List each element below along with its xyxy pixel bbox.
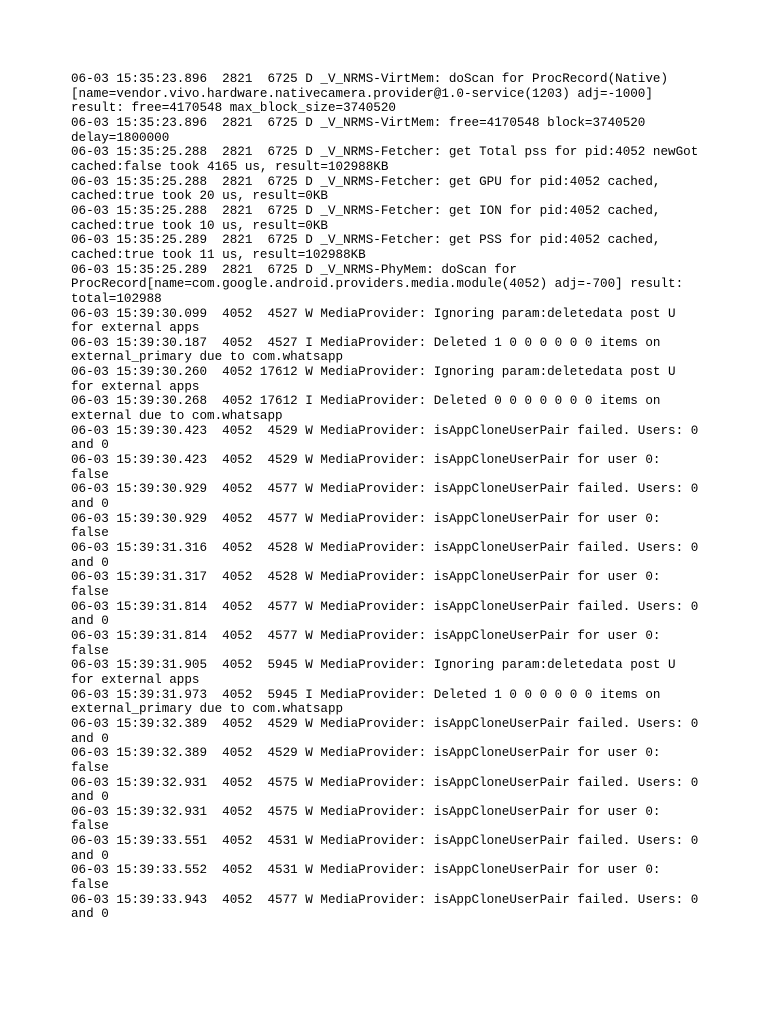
log-line: cached:true took 11 us, result=102988KB: [71, 247, 366, 262]
log-line: and 0: [71, 614, 109, 629]
log-line: 06-03 15:39:33.551 4052 4531 W MediaProvider: isAppCloneUserPair failed. Users: 0: [71, 834, 699, 849]
log-line: and 0: [71, 848, 109, 863]
log-line: 06-03 15:35:25.288 2821 6725 D _V_NRMS-Fetcher: get ION for pid:4052 cached,: [71, 203, 661, 218]
log-line: 06-03 15:39:30.423 4052 4529 W MediaProvider: isAppCloneUserPair failed. Users: 0: [71, 423, 699, 438]
log-line: delay=1800000: [71, 130, 170, 145]
log-line: and 0: [71, 907, 109, 922]
log-line: 06-03 15:35:23.896 2821 6725 D _V_NRMS-VirtMem: free=4170548 block=3740520: [71, 115, 646, 130]
log-line: 06-03 15:39:32.389 4052 4529 W MediaProvider: isAppCloneUserPair failed. Users: 0: [71, 716, 699, 731]
log-line: false: [71, 878, 109, 893]
log-line: false: [71, 526, 109, 541]
log-line: cached:true took 20 us, result=0KB: [71, 189, 328, 204]
log-line: and 0: [71, 731, 109, 746]
log-line: 06-03 15:39:31.814 4052 4577 W MediaProvider: isAppCloneUserPair for user 0:: [71, 628, 661, 643]
log-line: 06-03 15:39:32.389 4052 4529 W MediaProvider: isAppCloneUserPair for user 0:: [71, 746, 661, 761]
log-line: external_primary due to com.whatsapp: [71, 702, 344, 717]
log-line: and 0: [71, 790, 109, 805]
log-line: 06-03 15:39:32.931 4052 4575 W MediaProvider: isAppCloneUserPair failed. Users: 0: [71, 775, 699, 790]
log-document: [71, 72, 711, 922]
log-line: 06-03 15:39:30.260 4052 17612 W MediaProvider: Ignoring param:deletedata post U: [71, 365, 676, 380]
log-line: false: [71, 643, 109, 658]
log-line: 06-03 15:39:31.814 4052 4577 W MediaProvider: isAppCloneUserPair failed. Users: 0: [71, 599, 699, 614]
log-line: 06-03 15:35:25.289 2821 6725 D _V_NRMS-PhyMem: doScan for: [71, 262, 517, 277]
log-line: false: [71, 760, 109, 775]
log-line: total=102988: [71, 291, 162, 306]
log-line: 06-03 15:39:33.943 4052 4577 W MediaProvider: isAppCloneUserPair failed. Users: 0: [71, 892, 699, 907]
log-line: 06-03 15:39:30.929 4052 4577 W MediaProvider: isAppCloneUserPair for user 0:: [71, 511, 661, 526]
log-line: 06-03 15:35:25.289 2821 6725 D _V_NRMS-Fetcher: get PSS for pid:4052 cached,: [71, 233, 661, 248]
log-line: and 0: [71, 555, 109, 570]
log-line: and 0: [71, 438, 109, 453]
log-line: 06-03 15:39:31.973 4052 5945 I MediaProvider: Deleted 1 0 0 0 0 0 0 items on: [71, 687, 661, 702]
log-line: false: [71, 819, 109, 834]
log-line: 06-03 15:39:30.187 4052 4527 I MediaProvider: Deleted 1 0 0 0 0 0 0 items on: [71, 335, 661, 350]
log-line: 06-03 15:39:30.099 4052 4527 W MediaProvider: Ignoring param:deletedata post U: [71, 306, 676, 321]
log-line: 06-03 15:39:33.552 4052 4531 W MediaProvider: isAppCloneUserPair for user 0:: [71, 863, 661, 878]
log-line: for external apps: [71, 379, 200, 394]
log-line: external_primary due to com.whatsapp: [71, 350, 344, 365]
log-line: 06-03 15:39:31.316 4052 4528 W MediaProvider: isAppCloneUserPair failed. Users: 0: [71, 541, 699, 555]
log-line: for external apps: [71, 672, 200, 687]
log-line: false: [71, 467, 109, 482]
log-line: and 0: [71, 497, 109, 512]
log-line: [name=vendor.vivo.hardware.nativecamera.provider@1.0-service(1203) adj=-1000]: [71, 86, 653, 101]
log-line: for external apps: [71, 321, 200, 336]
log-line: cached:true took 10 us, result=0KB: [71, 218, 328, 233]
log-line: 06-03 15:39:30.423 4052 4529 W MediaProvider: isAppCloneUserPair for user 0:: [71, 453, 661, 468]
log-line: 06-03 15:35:25.288 2821 6725 D _V_NRMS-Fetcher: get GPU for pid:4052 cached,: [71, 174, 661, 189]
log-line: 06-03 15:39:32.931 4052 4575 W MediaProvider: isAppCloneUserPair for user 0:: [71, 804, 661, 819]
log-line: cached:false took 4165 us, result=102988KB: [71, 159, 389, 174]
log-line: result: free=4170548 max_block_size=3740520: [71, 101, 396, 116]
log-line: external due to com.whatsapp: [71, 409, 283, 424]
log-line: 06-03 15:39:31.905 4052 5945 W MediaProvider: Ignoring param:deletedata post U: [71, 658, 676, 673]
log-line: false: [71, 584, 109, 599]
log-line: 06-03 15:39:30.929 4052 4577 W MediaProvider: isAppCloneUserPair failed. Users: 0: [71, 482, 699, 497]
log-line: 06-03 15:35:23.896 2821 6725 D _V_NRMS-VirtMem: doScan for ProcRecord(Native): [71, 72, 669, 86]
log-line: ProcRecord[name=com.google.android.providers.media.module(4052) adj=-700] result:: [71, 277, 684, 292]
log-line: 06-03 15:39:30.268 4052 17612 I MediaProvider: Deleted 0 0 0 0 0 0 0 items on: [71, 394, 661, 409]
log-line: 06-03 15:35:25.288 2821 6725 D _V_NRMS-Fetcher: get Total pss for pid:4052 newGot: [71, 145, 699, 160]
log-line: 06-03 15:39:31.317 4052 4528 W MediaProvider: isAppCloneUserPair for user 0:: [71, 570, 661, 585]
